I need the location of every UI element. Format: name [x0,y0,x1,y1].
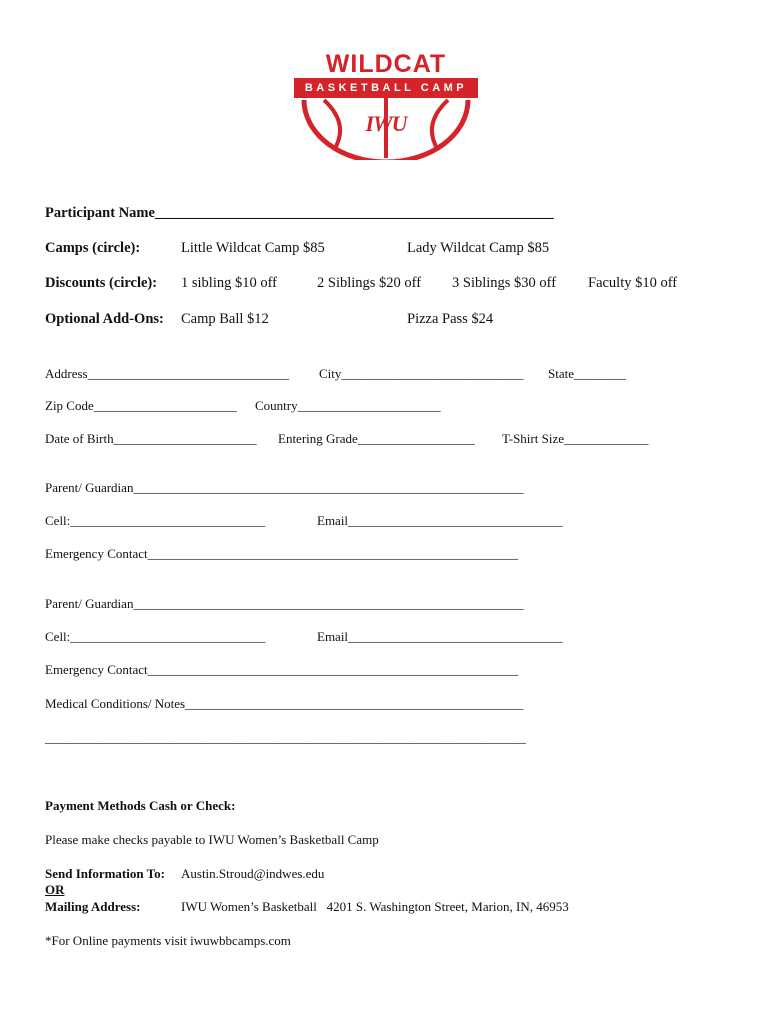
address-field[interactable]: Address_______________________________ [45,366,290,381]
online-payments-text: *For Online payments visit iwuwbbcamps.com [45,933,291,948]
addon-option-pizza-pass[interactable]: Pizza Pass $24 [407,311,494,327]
cell-1-field[interactable]: Cell:______________________________ [45,513,266,528]
participant-name-line[interactable]: _______________________________________________________ [154,205,554,221]
entering-grade-field[interactable]: Entering Grade__________________ [278,431,475,446]
logo-wordmark: WILDCAT [325,50,447,78]
discount-option-1-sibling[interactable]: 1 sibling $10 off [181,275,277,291]
date-of-birth-field[interactable]: Date of Birth______________________ [45,431,257,446]
mailing-address-value: IWU Women’s Basketball 4201 S. Washington Street, Marion, IN, 46953 [181,899,569,914]
medical-conditions-field[interactable]: Medical Conditions/ Notes____________________________________________________ [45,696,524,711]
discount-option-2-siblings[interactable]: 2 Siblings $20 off [317,275,422,291]
city-field[interactable]: City____________________________ [319,366,524,381]
camp-option-lady-wildcat[interactable]: Lady Wildcat Camp $85 [407,240,550,256]
country-field[interactable]: Country______________________ [255,398,441,413]
or-label: OR [45,882,65,897]
zip-code-field[interactable]: Zip Code______________________ [45,398,237,413]
send-information-email[interactable]: Austin.Stroud@indwes.edu [181,866,325,881]
logo-iwu-mark: IWU [365,111,407,136]
mailing-address-label: Mailing Address: [45,899,141,914]
discount-option-3-siblings[interactable]: 3 Siblings $30 off [452,275,557,291]
participant-name-field[interactable] [45,205,554,222]
emergency-contact-2-field[interactable]: Emergency Contact_________________________________________________________ [45,662,519,677]
discounts-label: Discounts (circle): [45,275,158,291]
camp-option-little-wildcat[interactable]: Little Wildcat Camp $85 [181,240,325,256]
camps-label: Camps (circle): [45,240,141,256]
camp-logo [288,44,484,160]
cell-2-field[interactable]: Cell:______________________________ [45,629,266,644]
payment-methods-heading: Payment Methods Cash or Check: [45,798,236,813]
discount-option-faculty[interactable]: Faculty $10 off [588,275,678,291]
addon-option-camp-ball[interactable]: Camp Ball $12 [181,311,269,327]
logo-banner: BASKETBALL CAMP [294,78,478,98]
email-2-field[interactable]: Email_________________________________ [317,629,563,644]
parent-guardian-2-field[interactable]: Parent/ Guardian____________________________________________________________ [45,596,524,611]
email-1-field[interactable]: Email_________________________________ [317,513,563,528]
parent-guardian-1-field[interactable]: Parent/ Guardian____________________________________________________________ [45,480,524,495]
checks-payable-text: Please make checks payable to IWU Women’s Basketball Camp [45,832,379,847]
send-information-label: Send Information To: [45,866,165,881]
tshirt-size-field[interactable]: T-Shirt Size_____________ [502,431,649,446]
medical-notes-line[interactable]: __________________________________________________________________________ [45,730,526,745]
addons-label: Optional Add-Ons: [45,311,164,327]
state-field[interactable]: State________ [548,366,626,381]
participant-name-label: Participant Name [45,205,155,221]
emergency-contact-1-field[interactable]: Emergency Contact_________________________________________________________ [45,546,519,561]
